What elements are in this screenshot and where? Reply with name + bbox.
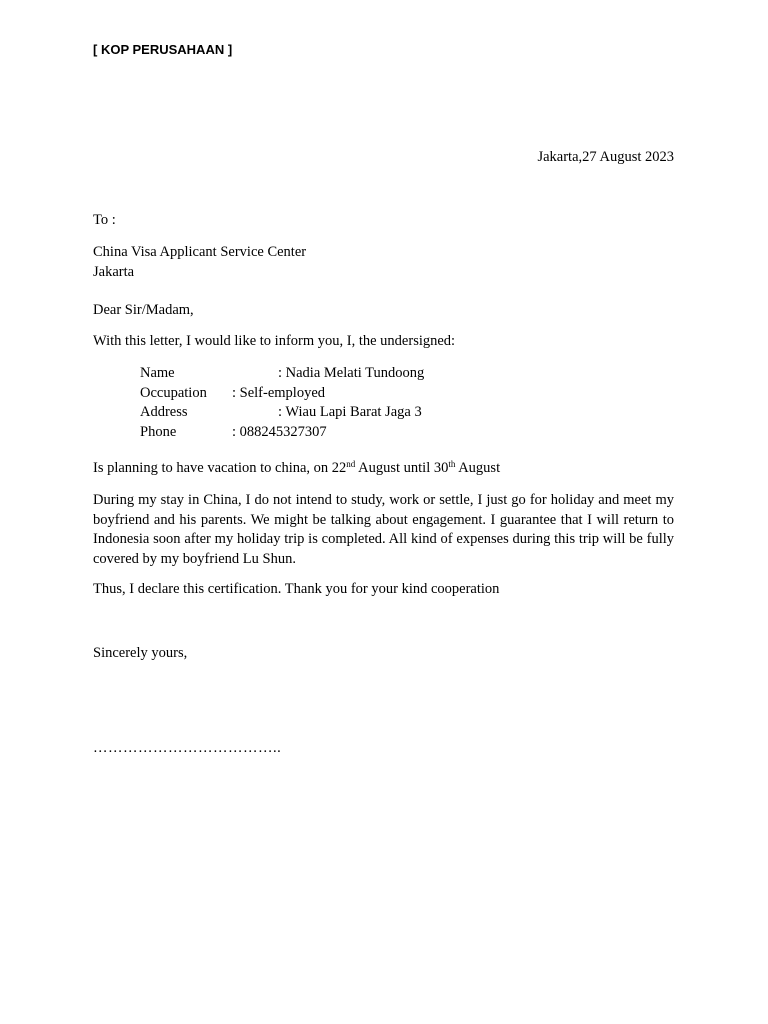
detail-row-occupation xyxy=(140,384,540,404)
detail-label: Address xyxy=(140,404,188,420)
closing-statement: Thus, I declare this certification. Thank you for your kind cooperation xyxy=(93,581,500,597)
signature-line: ……………………………….. xyxy=(93,740,282,756)
intro-sentence: With this letter, I would like to inform you, I, the undersigned: xyxy=(93,333,456,349)
detail-label: Phone xyxy=(140,423,177,440)
plan-suffix: August xyxy=(455,460,501,476)
recipient-city: Jakarta xyxy=(93,263,135,280)
salutation: Dear Sir/Madam, xyxy=(93,302,194,318)
detail-value: : 088245327307 xyxy=(232,423,327,440)
detail-row-phone xyxy=(140,423,540,443)
recipient-name: China Visa Applicant Service Center xyxy=(93,244,307,260)
company-letterhead-placeholder: [ KOP PERUSAHAAN ] xyxy=(93,42,233,57)
detail-value: : Self-employed xyxy=(232,384,326,401)
recipient-block xyxy=(93,243,306,282)
to-label: To : xyxy=(93,212,116,228)
letter-date: Jakarta,27 August 2023 xyxy=(537,149,674,165)
plan-ordinal-2: th xyxy=(448,459,456,469)
detail-value: : Wiau Lapi Barat Jaga 3 xyxy=(278,404,422,420)
detail-row-name xyxy=(140,364,540,384)
detail-value: : Nadia Melati Tundoong xyxy=(278,365,425,381)
applicant-details xyxy=(140,364,540,442)
detail-row-address xyxy=(140,403,540,423)
valediction: Sincerely yours, xyxy=(93,645,188,661)
detail-label: Name xyxy=(140,365,175,381)
body-paragraph: During my stay in China, I do not intend to study, work or settle, I just go for holiday and meet my boyfriend and his parents. We might be talking about engagement. I guarantee that I will return to Indonesia soon after my holiday trip is completed. All kind of expenses during this trip will be fully covered by my boyfriend Lu Shun. xyxy=(93,492,674,567)
plan-middle: August until 30 xyxy=(355,460,449,476)
vacation-plan-sentence xyxy=(93,460,500,477)
plan-prefix: Is planning to have vacation to china, on 22 xyxy=(93,460,347,476)
plan-ordinal-1: nd xyxy=(346,459,356,469)
detail-label: Occupation xyxy=(140,384,207,401)
